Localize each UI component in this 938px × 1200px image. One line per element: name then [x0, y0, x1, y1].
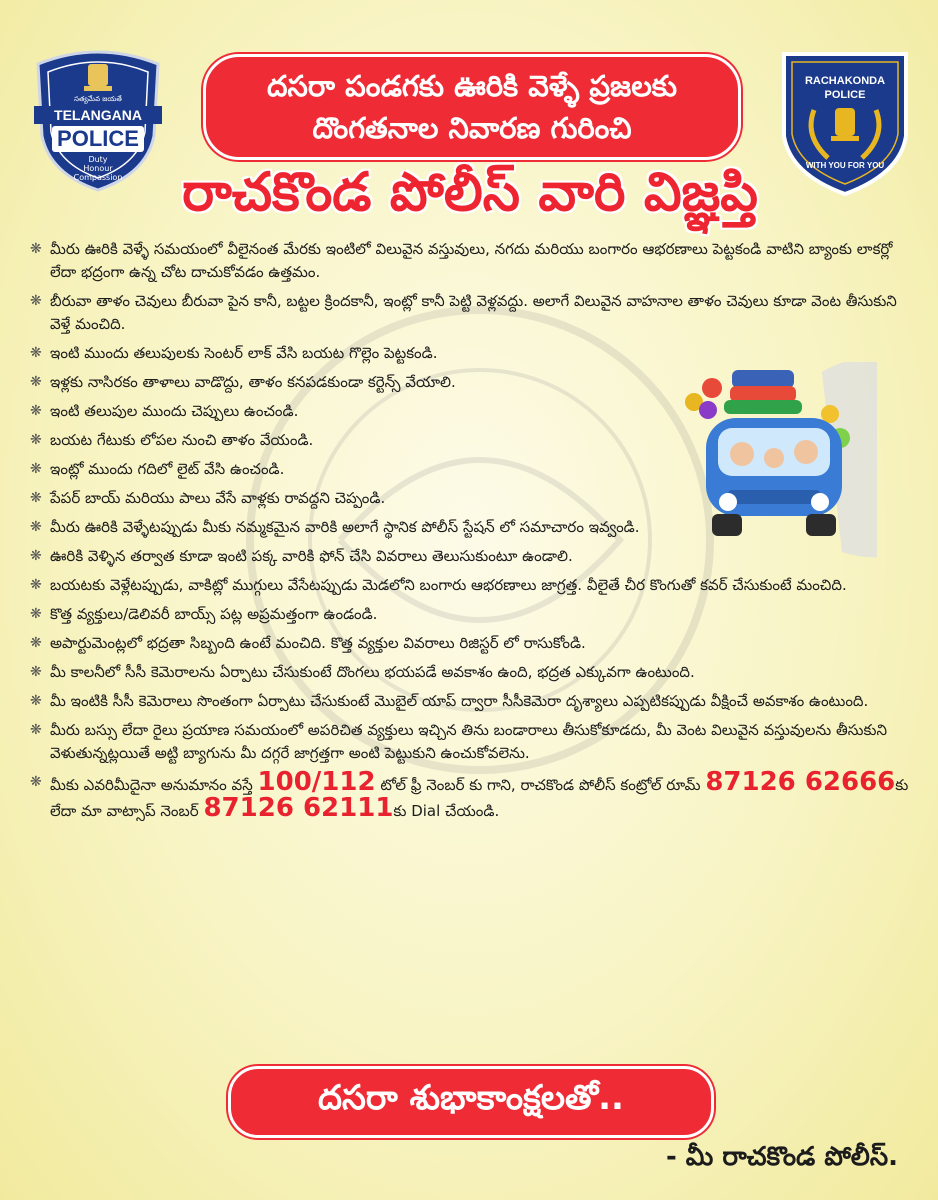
- list-item: ❋ ఇళ్లకు నాసిరకం తాళాలు వాడొద్దు, తాళం కనపడకుండా కర్టెన్స్ వేయాలి.: [30, 371, 670, 394]
- bullet-icon: ❋: [30, 293, 42, 309]
- greeting-text: దసరా శుభాకాంక్షలతో..: [318, 1078, 624, 1118]
- bullet-icon: ❋: [30, 490, 42, 506]
- list-item: ❋ ఇంట్లో ముందు గదిలో లైట్ వేసి ఉంచండి.: [30, 458, 670, 481]
- bullet-icon: ❋: [30, 345, 42, 361]
- rachakonda-label: RACHAKONDA: [804, 75, 886, 87]
- bullet-icon: ❋: [30, 722, 42, 738]
- contact-text-4: కు Dial చేయండి.: [393, 802, 500, 820]
- control-room-number: 87126 62666: [705, 767, 896, 797]
- bullet-icon: ❋: [30, 693, 42, 709]
- contact-item: [30, 767, 910, 823]
- list-item: ❋ మీరు బస్సు లేదా రైలు ప్రయాణ సమయంలో అపరిచిత వ్యక్తులు ఇచ్చిన తిను బండారాలు తీసుకోకూడదు, మీ వెంట విలువైన వస్తువులను తీసుకుని వెళుతున్నట్లయితే అట్టి బ్యాగును మీ దగ్గరే జాగ్రత్తగా అంటి పెట్టుకుని ఉంచుకోవలెను.: [30, 721, 888, 762]
- rk-police-label: POLICE: [824, 89, 866, 101]
- list-item: ❋ బయట గేటుకు లోపల నుంచి తాళం వేయండి.: [30, 429, 670, 452]
- emblem-caption: సత్యమేవ జయతే: [74, 95, 122, 103]
- bullet-icon: ❋: [30, 403, 42, 419]
- contact-text-3: కు లేదా మా వాట్సాప్ నెంబర్: [50, 776, 909, 820]
- list-item: ❋ ఇంటి ముందు తలుపులకు సెంటర్ లాక్ వేసి బయట గొల్లెం పెట్టకండి.: [30, 342, 670, 365]
- header-line-2: దొంగతనాల నివారణ గురించి: [312, 111, 632, 145]
- toll-free-number: 100/112: [257, 767, 376, 797]
- police-label: POLICE: [57, 126, 139, 151]
- list-item: ❋ బీరువా తాళం చెవులు బీరువా పైన కానీ, బట్టల క్రిందకానీ, ఇంట్లో కానీ పెట్టి వెళ్లవద్దు. అలాగే విలువైన వాహనాల తాళం చెవులు కూడా వెంట తీసుకుని వెళ్తే మంచిది.: [30, 292, 897, 333]
- list-item: ❋ పేపర్ బాయ్ మరియు పాలు వేసే వాళ్లకు రావద్దని చెప్పండి.: [30, 487, 670, 510]
- page-title: రాచకొండ పోలీస్ వారి విజ్ఞప్తి: [182, 162, 758, 223]
- bullet-icon: ❋: [30, 664, 42, 680]
- bullet-icon: ❋: [30, 577, 42, 593]
- list-item: ❋ మీ కాలనీలో సీసీ కెమెరాలను ఏర్పాటు చేసుకుంటే దొంగలు భయపడే అవకాశం ఉంది, భద్రత ఎక్కువగా ఉంటుంది.: [30, 661, 910, 684]
- ashoka-emblem-icon: [84, 64, 112, 91]
- bullet-icon: ❋: [30, 635, 42, 651]
- list-item: ❋ మీరు ఊరికి వెళ్ళేటప్పుడు మీకు నమ్మకమైన వారికి అలాగే స్థానిక పోలీస్ స్టేషన్ లో సమాచారం ఇవ్వండి.: [30, 516, 910, 539]
- signature: - మీ రాచకొండ పోలీస్.: [665, 1142, 898, 1172]
- rk-motto: WITH YOU FOR YOU: [805, 161, 885, 170]
- bullet-icon: ❋: [30, 374, 42, 390]
- telangana-label: TELANGANA: [54, 107, 142, 123]
- list-item: ❋ బయటకు వెళ్లేటప్పుడు, వాకిట్లో ముగ్గులు వేసేటప్పుడు మెడలోని బంగారు ఆభరణాలు జాగ్రత్త. వీలైతే చీర కొంగుతో కవర్ చేసుకుంటే మంచిది.: [30, 574, 910, 597]
- whatsapp-number: 87126 62111: [203, 793, 394, 823]
- motto-duty: Duty: [88, 155, 108, 164]
- contact-text-2: టోల్ ఫ్రీ నెంబర్ కు గాని, రాచకొండ పోలీస్ కంట్రోల్ రూమ్: [375, 776, 706, 794]
- rachakonda-police-logo: [776, 40, 914, 196]
- list-item: ❋ మీ ఇంటికి సీసీ కెమెరాలు సొంతంగా ఏర్పాటు చేసుకుంటే మొబైల్ యాప్ ద్వారా సీసీకెమెరా దృశ్యాలు ఎప్పటికప్పుడు వీక్షించే అవకాశం ఉంటుంది.: [30, 690, 910, 713]
- emblem-icon: [831, 108, 859, 141]
- bullet-icon: ❋: [30, 548, 42, 564]
- greeting-banner: [228, 1066, 714, 1138]
- list-item: ❋ ఊరికి వెళ్ళిన తర్వాత కూడా ఇంటి పక్క వారికి ఫోన్ చేసి వివరాలు తెలుసుకుంటూ ఉండాలి.: [30, 545, 910, 568]
- bullet-icon: ❋: [30, 432, 42, 448]
- bullet-icon: ❋: [30, 241, 42, 257]
- bullet-icon: ❋: [30, 774, 42, 790]
- motto-compassion: Compassion: [73, 173, 123, 182]
- advisory-list: [30, 238, 910, 829]
- bullet-icon: ❋: [30, 519, 42, 535]
- contact-text-1: మీకు ఎవరిమీదైనా అనుమానం వస్తే: [50, 776, 258, 794]
- header-line-1: దసరా పండగకు ఊరికి వెళ్ళే ప్రజలకు: [267, 69, 677, 103]
- bullet-icon: ❋: [30, 606, 42, 622]
- telangana-police-logo: [28, 44, 168, 192]
- list-item: ❋ కొత్త వ్యక్తులు/డెలివరీ బాయ్స్ పట్ల అప్రమత్తంగా ఉండండి.: [30, 603, 910, 626]
- list-item: ❋ ఇంటి తలుపుల ముందు చెప్పులు ఉంచండి.: [30, 400, 670, 423]
- list-item: ❋ అపార్టుమెంట్లలో భద్రతా సిబ్బంది ఉంటే మంచిది. కొత్త వ్యక్తుల వివరాలు రిజిస్టర్ లో రాసుకోండి.: [30, 632, 910, 655]
- list-item: ❋ మీరు ఊరికి వెళ్ళే సమయంలో వీలైనంత మేరకు ఇంటిలో విలువైన వస్తువులు, నగదు మరియు బంగారం ఆభరణాలు పెట్టకండి వాటిని బ్యాంకు లాకర్లో లేదా భద్రంగా ఉన్న చోట దాచుకోవడం ఉత్తమం.: [30, 240, 893, 281]
- motto-honour: Honour: [83, 164, 113, 173]
- bullet-icon: ❋: [30, 461, 42, 477]
- header-banner: [203, 54, 741, 160]
